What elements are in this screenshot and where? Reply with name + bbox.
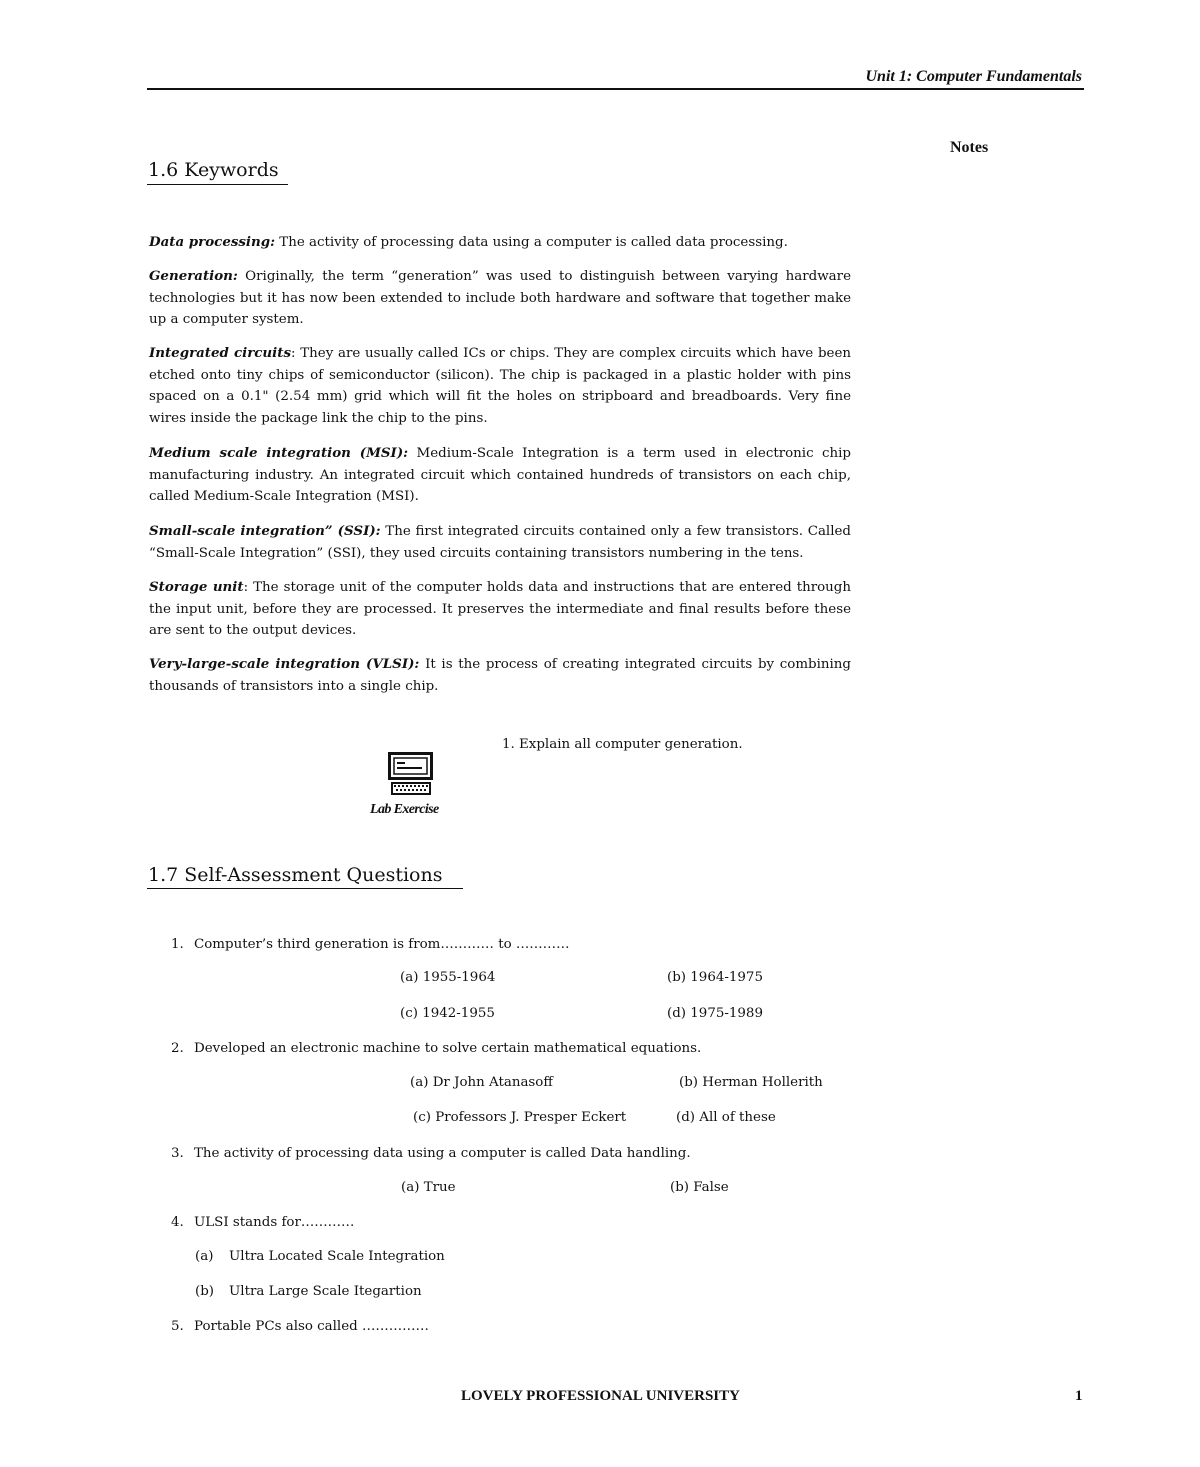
answer-option: (a) Dr John Atanasoff (410, 1075, 553, 1090)
keyword-definition: : They are usually called ICs or chips. They are complex circuits which have been etched onto tiny chips of semiconductor (silicon). The chip is packaged in a plastic holder with pins spaced on a 0.1" (2.54 mm) grid which will fit the holes on stripboard and breadboards. Very fine wires inside the package link the chip to the pins. (149, 346, 851, 426)
section-title-underline (147, 184, 288, 185)
keyword-definition: Originally, the term “generation” was used to distinguish between varying hardware technologies but it has now been extended to include both hardware and software that together make up a computer system. (149, 269, 851, 327)
keyword-definition: : The storage unit of the computer holds data and instructions that are entered through the input unit, before they are processed. It preserves the intermediate and final results before these are sent to the output devices. (149, 580, 851, 638)
keyword-generation (149, 266, 851, 331)
page-number: 1 (1075, 1388, 1083, 1404)
question-text: The activity of processing data using a computer is called Data handling. (194, 1146, 691, 1161)
question-number: 4. (171, 1215, 184, 1230)
answer-option: (c) Professors J. Presper Eckert (413, 1110, 627, 1125)
question-number: 3. (171, 1146, 184, 1161)
answer-option-letter: (b) (195, 1284, 215, 1299)
keyword-integrated-circuits (149, 343, 851, 429)
answer-option: (d) 1975-1989 (667, 1006, 763, 1021)
answer-option: (d) All of these (676, 1110, 776, 1125)
question-number: 1. (171, 937, 184, 952)
answer-option: (a) 1955-1964 (400, 970, 496, 985)
answer-option-letter: (a) (195, 1249, 214, 1264)
answer-option: (b) False (670, 1180, 729, 1195)
header-rule (147, 88, 1084, 90)
question-number: 2. (171, 1041, 184, 1056)
answer-option: Ultra Large Scale Itegartion (229, 1284, 422, 1299)
question-text: Developed an electronic machine to solve certain mathematical equations. (194, 1041, 702, 1056)
keyword-msi (149, 443, 851, 508)
keyword-definition: The first integrated circuits contained only a few transistors. Called “Small-Scale Integration” (SSI), they used circuits containing transistors numbering in the tens. (149, 524, 851, 561)
keyword-definition: Medium-Scale Integration is a term used in electronic chip manufacturing industry. An integrated circuit which contained hundreds of transistors on each chip, called Medium-Scale Integration (MSI). (149, 446, 851, 504)
lab-exercise-label: Lab Exercise (370, 802, 439, 817)
keyword-term: Medium scale integration (MSI): (149, 445, 409, 461)
keyword-term: Small-scale integration” (SSI): (149, 523, 381, 539)
section-title-keywords: 1.6 Keywords (148, 159, 279, 181)
keyword-data-processing (149, 232, 851, 254)
question-text: ULSI stands for………… (194, 1215, 355, 1230)
keyword-term: Data processing: (149, 234, 276, 250)
answer-option: (b) Herman Hollerith (679, 1075, 823, 1090)
lab-exercise-text: 1. Explain all computer generation. (502, 737, 743, 752)
answer-option: Ultra Located Scale Integration (229, 1249, 445, 1264)
section-title-underline (147, 888, 463, 889)
keyword-ssi (149, 521, 851, 564)
answer-option: (b) 1964-1975 (667, 970, 763, 985)
footer-university: LOVELY PROFESSIONAL UNIVERSITY (461, 1388, 740, 1404)
answer-option: (a) True (401, 1180, 456, 1195)
computer-icon (388, 752, 434, 802)
notes-margin-label: Notes (950, 139, 989, 156)
keyword-storage-unit (149, 577, 851, 642)
keyword-term: Very-large-scale integration (VLSI): (149, 656, 420, 672)
keyword-term: Generation: (149, 268, 238, 284)
keyword-term: Integrated circuits (149, 345, 291, 361)
question-number: 5. (171, 1319, 184, 1334)
keyword-definition: It is the process of creating integrated circuits by combining thousands of transistors into a single chip. (149, 657, 852, 694)
keyword-definition: The activity of processing data using a computer is called data processing. (275, 235, 788, 250)
question-text: Computer’s third generation is from………… to ………… (194, 937, 570, 952)
keyword-term: Storage unit (149, 579, 244, 595)
answer-option: (c) 1942-1955 (400, 1006, 495, 1021)
keyword-vlsi (149, 654, 851, 697)
question-text: Portable PCs also called …………… (194, 1319, 429, 1334)
section-title-self-assessment: 1.7 Self-Assessment Questions (148, 864, 443, 886)
running-header-title: Unit 1: Computer Fundamentals (865, 68, 1082, 85)
